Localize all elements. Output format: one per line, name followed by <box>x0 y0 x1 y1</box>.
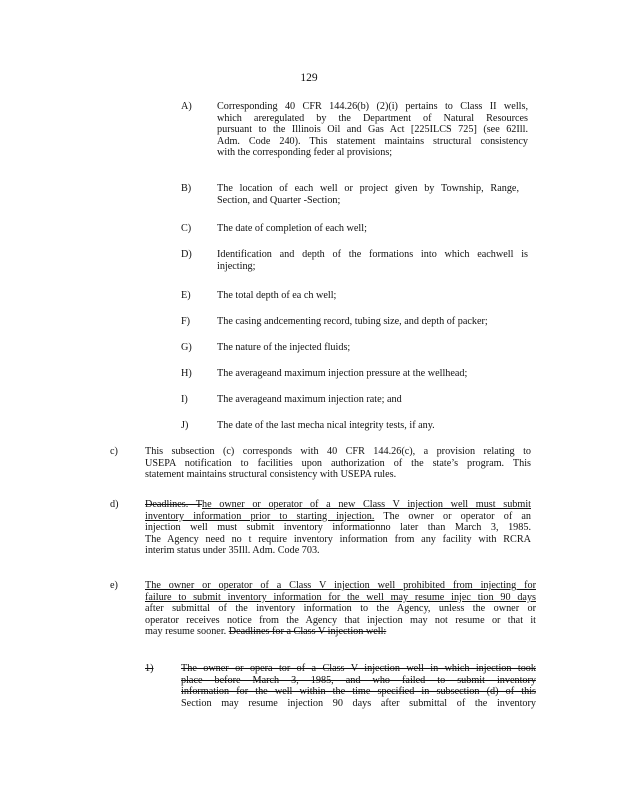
subitem-d-text: Identification and depth of the formations into which eachwell is injecting; <box>217 249 528 272</box>
deleted-text: Deadlines for a Class V injection well: <box>228 626 387 638</box>
subitem-b-mark: B) <box>181 183 192 194</box>
subsection-c-mark: c) <box>110 446 118 457</box>
inserted-text: The owner or operator of a Class V injection well prohibited from injecting for <box>145 580 536 591</box>
inserted-text: he owner or operator of a new Class V injection well must submit <box>201 499 531 510</box>
subitem-f-mark: F) <box>181 316 191 327</box>
inserted-text: inventory information prior to starting injection. <box>145 510 375 522</box>
subitem-h-text: The averageand maximum injection pressure at the wellhead; <box>217 368 468 379</box>
subitem-h-mark: H) <box>181 368 192 379</box>
page-number: 129 <box>300 72 318 84</box>
subsection-d-mark: d) <box>110 499 119 510</box>
subsection-e-text: The owner or operator of a Class V injection well prohibited from injecting for failure to submit inventory information for the well may resume injec tion 90 days after submittal of the inventory information to the Agency, unless the owner or operator receives notice from the Agency that injection may not resume or that it may resume sooner. Deadlines for a Class V injection well: <box>145 580 536 638</box>
subitem-c-mark: C) <box>181 223 192 234</box>
subitem-e-text: The total depth of ea ch well; <box>217 290 337 301</box>
subsection-e-1-text: The owner or opera tor of a Class V injection well in which injection took place before March 3, 1985, and who failed to submit inventory information for the well within the time specified in subsection (d) of this Section may resume injection 90 days after submittal of the inventory <box>181 663 536 709</box>
subitem-i-mark: I) <box>181 394 188 405</box>
subitem-a-mark: A) <box>181 101 192 112</box>
deleted-text: place before March 3, 1985, and who failed to submit inventory <box>181 674 536 686</box>
subitem-f-text: The casing andcementing record, tubing size, and depth of packer; <box>217 316 488 327</box>
subsection-e-1-mark: 1) <box>145 663 154 674</box>
subitem-b-text: The location of each well or project given by Township, Range, Section, and Quarter -Section; <box>217 183 519 206</box>
subitem-g-text: The nature of the injected fluids; <box>217 342 351 353</box>
subitem-j-text: The date of the last mecha nical integrity tests, if any. <box>217 420 435 431</box>
subitem-a-text: Corresponding 40 CFR 144.26(b) (2)(i) pertains to Class II wells, which areregulated by the Department of Natural Resources pursuant to the Illinois Oil and Gas Act [225ILCS 725] (see 62Ill. Adm. Code 240). This statement maintains structural consistency with the corresponding feder al provisions; <box>217 101 528 159</box>
subitem-i-text: The averageand maximum injection rate; and <box>217 394 402 405</box>
subsection-c-text: This subsection (c) corresponds with 40 CFR 144.26(c), a provision relating to USEPA notification to facilities upon authorization of the state’s program. This statement maintains structural consistency with USEPA rules. <box>145 446 531 481</box>
subsection-e-mark: e) <box>110 580 118 591</box>
subitem-c-text: The date of completion of each well; <box>217 223 367 234</box>
deleted-text: Deadlines. T <box>145 499 202 510</box>
deleted-text: information for the well within the time specified in subsection (d) of this <box>181 686 536 698</box>
subitem-d-mark: D) <box>181 249 192 260</box>
subitem-j-mark: J) <box>181 420 189 431</box>
subitem-g-mark: G) <box>181 342 192 353</box>
subitem-e-mark: E) <box>181 290 191 301</box>
inserted-text: failure to submit inventory information for the well may resume injec tion 90 days <box>145 591 536 603</box>
subsection-d-text: Deadlines. The owner or operator of a new Class V injection well must submit inventory information prior to starting injection. The owner or operator of an injection well must submit inventory informationno later than March 3, 1985. The Agency need no t require inventory information from any facility with RCRA interim status under 35Ill. Adm. Code 703. <box>145 499 531 557</box>
deleted-text: The owner or opera tor of a Class V injection well in which injection took <box>181 663 536 674</box>
